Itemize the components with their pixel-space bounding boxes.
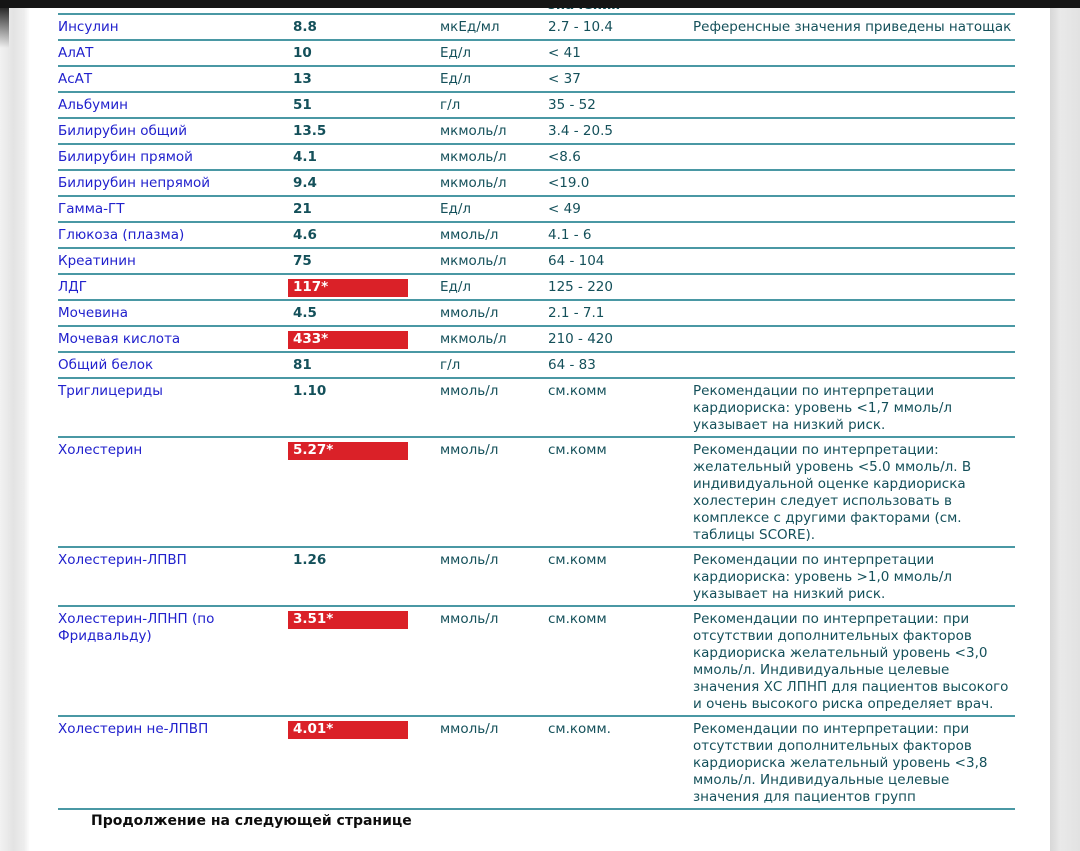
result-value: 1.10 — [293, 383, 327, 399]
left-page-margin — [0, 8, 30, 851]
left-corner-shadow — [0, 8, 9, 48]
reference-range-cell: 35 - 52 — [548, 97, 596, 113]
units-cell: г/л — [440, 357, 461, 373]
right-page-margin — [1050, 8, 1080, 851]
result-value: 13.5 — [293, 123, 327, 139]
comment-cell: Рекомендации по интерпретации: при отсутствии дополнительных факторов кардиориска желательный уровень <3,8 ммоль/л. Индивидуальные целевые значения для пациентов групп — [693, 721, 988, 805]
table-row — [58, 300, 1015, 326]
result-value-cell — [288, 14, 440, 40]
result-value-cell — [288, 222, 440, 248]
result-value-cell — [288, 606, 440, 716]
reference-range-cell: 125 - 220 — [548, 279, 613, 295]
comment-cell: Рекомендации по интерпретации кардиориска: уровень <1,7 ммоль/л указывает на низкий риск. — [693, 383, 953, 433]
result-value-cell — [288, 248, 440, 274]
result-value: 81 — [293, 357, 312, 373]
table-row — [58, 606, 1015, 716]
table-row — [58, 40, 1015, 66]
comment-cell: Рекомендации по интерпретации: при отсутствии дополнительных факторов кардиориска желательный уровень <3,0 ммоль/л. Индивидуальные целевые значения ХС ЛПНП для пациентов высокого и очень высокого риска определяет врач. — [693, 611, 1009, 712]
top-black-bar — [0, 0, 1080, 8]
result-value-cell — [288, 300, 440, 326]
result-value: 9.4 — [293, 175, 317, 191]
test-name-cell: Мочевина — [58, 305, 129, 321]
comment-cell — [693, 40, 1015, 66]
result-value-cell — [288, 547, 440, 606]
result-value-cell — [288, 716, 440, 809]
units-cell: ммоль/л — [440, 442, 499, 458]
units-cell: мкмоль/л — [440, 123, 507, 139]
comment-cell: Референсные значения приведены натощак — [693, 19, 1012, 35]
document-page — [30, 8, 1050, 851]
reference-range-cell: 4.1 - 6 — [548, 227, 592, 243]
table-row — [58, 118, 1015, 144]
reference-range-cell: см.комм — [548, 442, 607, 458]
result-value-cell — [288, 170, 440, 196]
comment-cell — [693, 170, 1015, 196]
test-name-cell: Общий белок — [58, 357, 154, 373]
comment-cell — [693, 326, 1015, 352]
table-row — [58, 144, 1015, 170]
units-cell: ммоль/л — [440, 305, 499, 321]
table-row — [58, 274, 1015, 300]
result-value-cell — [288, 326, 440, 352]
result-value-cell — [288, 40, 440, 66]
table-row — [58, 14, 1015, 40]
result-value-cell — [288, 378, 440, 437]
test-name-cell: Альбумин — [58, 97, 128, 113]
result-value: 13 — [293, 71, 312, 87]
result-value: 8.8 — [293, 19, 317, 35]
table-row — [58, 437, 1015, 547]
units-cell: ммоль/л — [440, 227, 499, 243]
comment-cell: Рекомендации по интерпретации кардиориска: уровень >1,0 ммоль/л указывает на низкий риск. — [693, 552, 953, 602]
units-cell: Ед/л — [440, 71, 472, 87]
comment-cell — [693, 222, 1015, 248]
units-cell: г/л — [440, 97, 461, 113]
reference-range-cell: < 41 — [548, 45, 581, 61]
result-value-cell — [288, 144, 440, 170]
result-value: 5.27* — [288, 442, 408, 460]
comment-cell — [693, 274, 1015, 300]
comment-cell — [693, 352, 1015, 378]
comment-cell — [693, 92, 1015, 118]
test-name-cell: Глюкоза (плазма) — [58, 227, 185, 243]
units-cell: Ед/л — [440, 201, 472, 217]
result-value: 3.51* — [288, 611, 408, 629]
test-name-cell: Мочевая кислота — [58, 331, 181, 347]
comment-cell — [693, 196, 1015, 222]
comment-cell — [693, 300, 1015, 326]
units-cell: мкмоль/л — [440, 331, 507, 347]
test-name-cell: АсАТ — [58, 71, 93, 87]
result-value-cell — [288, 437, 440, 547]
table-row — [58, 378, 1015, 437]
comment-cell — [693, 66, 1015, 92]
result-value-cell — [288, 66, 440, 92]
reference-range-cell: 64 - 83 — [548, 357, 596, 373]
test-name-cell: Холестерин-ЛПВП — [58, 552, 187, 568]
results-table-wrap — [58, 13, 1015, 829]
units-cell: ммоль/л — [440, 383, 499, 399]
table-row — [58, 547, 1015, 606]
reference-range-cell: см.комм — [548, 552, 607, 568]
units-cell: ммоль/л — [440, 611, 499, 627]
reference-range-cell: <19.0 — [548, 175, 590, 191]
test-name-cell: ЛДГ — [58, 279, 87, 295]
result-value-cell — [288, 352, 440, 378]
reference-range-cell: см.комм — [548, 383, 607, 399]
test-name-cell: Триглицериды — [58, 383, 163, 399]
test-name-cell: Креатинин — [58, 253, 136, 269]
reference-range-cell: 64 - 104 — [548, 253, 605, 269]
continuation-note: Продолжение на следующей странице — [91, 813, 412, 829]
result-value: 1.26 — [293, 552, 327, 568]
units-cell: мкмоль/л — [440, 175, 507, 191]
result-value: 117* — [288, 279, 408, 297]
units-cell: мкЕд/мл — [440, 19, 500, 35]
result-value: 4.5 — [293, 305, 317, 321]
result-value-cell — [288, 118, 440, 144]
reference-range-cell: см.комм — [548, 611, 607, 627]
units-cell: Ед/л — [440, 45, 472, 61]
units-cell: ммоль/л — [440, 721, 499, 737]
test-name-cell: Билирубин прямой — [58, 149, 193, 165]
result-value: 75 — [293, 253, 312, 269]
table-row — [58, 222, 1015, 248]
comment-cell — [693, 248, 1015, 274]
table-row — [58, 352, 1015, 378]
comment-cell — [693, 118, 1015, 144]
table-row — [58, 716, 1015, 809]
reference-range-cell: <8.6 — [548, 149, 581, 165]
reference-range-cell: < 49 — [548, 201, 581, 217]
result-value: 21 — [293, 201, 312, 217]
reference-range-cell: 210 - 420 — [548, 331, 613, 347]
test-name-cell: Холестерин не-ЛПВП — [58, 721, 209, 737]
result-value-cell — [288, 196, 440, 222]
result-value-cell — [288, 274, 440, 300]
test-name-cell: АлАТ — [58, 45, 94, 61]
test-name-cell: Холестерин-ЛПНП (по Фридвальду) — [58, 611, 215, 644]
table-row — [58, 326, 1015, 352]
reference-range-cell: 2.1 - 7.1 — [548, 305, 605, 321]
result-value-cell — [288, 92, 440, 118]
units-cell: ммоль/л — [440, 552, 499, 568]
comment-cell — [693, 144, 1015, 170]
table-row — [58, 170, 1015, 196]
units-cell: мкмоль/л — [440, 253, 507, 269]
result-value: 4.01* — [288, 721, 408, 739]
reference-range-cell: < 37 — [548, 71, 581, 87]
table-row — [58, 196, 1015, 222]
test-name-cell: Гамма-ГТ — [58, 201, 125, 217]
result-value: 10 — [293, 45, 312, 61]
result-value: 51 — [293, 97, 312, 113]
units-cell: Ед/л — [440, 279, 472, 295]
comment-cell: Рекомендации по интерпретации: желательный уровень <5.0 ммоль/л. В индивидуальной оценке кардиориска холестерин следует использовать в комплексе с другими факторами (см. таблицы SCORE). — [693, 442, 972, 543]
test-name-cell: Билирубин общий — [58, 123, 188, 139]
results-table-body — [58, 14, 1015, 809]
result-value: 4.6 — [293, 227, 317, 243]
units-cell: мкмоль/л — [440, 149, 507, 165]
table-row — [58, 248, 1015, 274]
reference-range-cell: см.комм. — [548, 721, 611, 737]
test-name-cell: Холестерин — [58, 442, 143, 458]
table-row — [58, 92, 1015, 118]
table-row — [58, 66, 1015, 92]
test-name-cell: Инсулин — [58, 19, 119, 35]
results-table — [58, 13, 1015, 810]
result-value: 433* — [288, 331, 408, 349]
reference-range-cell: 3.4 - 20.5 — [548, 123, 613, 139]
result-value: 4.1 — [293, 149, 317, 165]
reference-range-cell: 2.7 - 10.4 — [548, 19, 613, 35]
test-name-cell: Билирубин непрямой — [58, 175, 211, 191]
